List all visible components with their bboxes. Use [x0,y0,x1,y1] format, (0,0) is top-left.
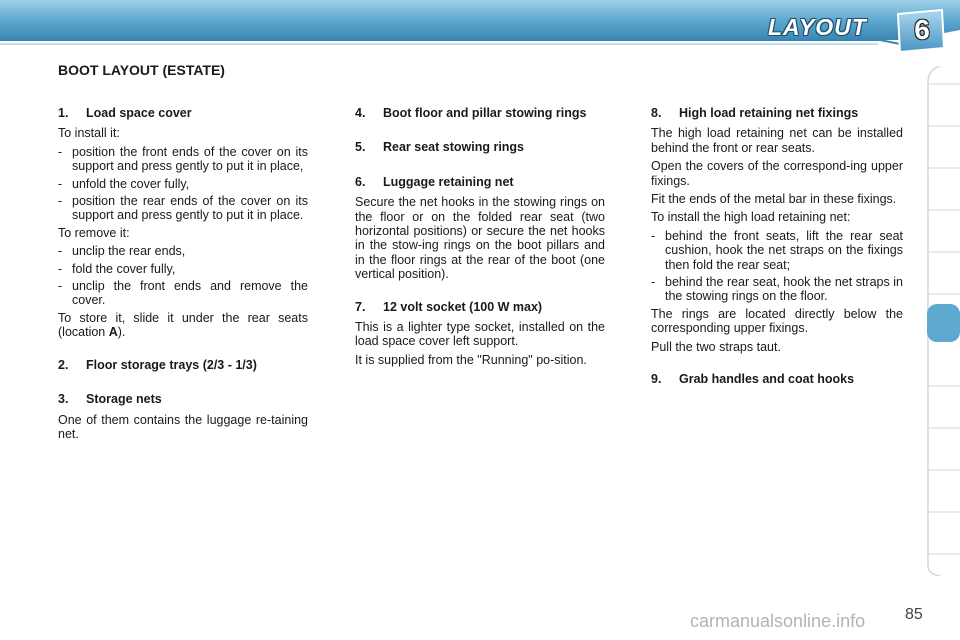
paragraph: Open the covers of the correspond-ing upper fixings. [651,159,903,188]
list-item: - position the rear ends of the cover on its support and press gently to put it in place. [58,194,308,223]
item-title: Storage nets [86,392,162,407]
item-number: 2. [58,357,69,372]
item-heading [355,175,605,189]
location-ref: A [108,325,118,340]
item-heading [355,300,605,314]
item-title: Load space cover [86,106,192,120]
list-item: - behind the front seats, lift the rear seat cushion, hook the net straps on the fixings then fold the rear seat; [651,229,903,272]
store-paragraph [58,311,308,340]
chapter-title: LAYOUT [768,14,867,40]
paragraph: The rings are located directly below the corresponding upper fixings. [651,306,903,336]
item-heading [355,140,605,154]
item-number: 6. [355,174,366,189]
item-number: 4. [355,106,366,120]
item3-text: One of them contains the luggage re-taining net. [58,412,308,441]
item-title: Floor storage trays (2/3 - 1/3) [86,357,257,372]
net-install-steps [651,229,903,304]
paragraph: The high load retaining net can be installed behind the front or rear seats. [651,126,903,155]
paragraph: Fit the ends of the metal bar in these fixings. [651,192,897,207]
item-number: 8. [651,106,662,120]
item7-text-1: This is a lighter type socket, installed on the load space cover left support. [355,320,605,349]
item-number: 7. [355,299,366,314]
watermark: carmanualsonline.info [690,611,866,631]
item-title: Grab handles and coat hooks [679,372,855,387]
item-number: 3. [58,392,69,407]
install-intro: To install it: [58,126,120,141]
remove-intro: To remove it: [58,225,130,240]
item-heading [58,358,308,372]
item-title: 12 volt socket (100 W max) [383,299,543,314]
column-2 [355,106,605,371]
item-heading [651,372,903,386]
item6-text: Secure the net hooks in the stowing rings on the floor or on the folded rear seat (two horizontal positions) or secure the net hooks in the stow-ing rings on the boot pillars and in the floor rings at the rear of the boot (one vertical position). [355,195,605,282]
store-end: ). [117,325,126,340]
header-band [0,0,960,52]
list-item: - unfold the cover fully, [58,177,308,191]
list-item: - unclip the rear ends, [58,244,308,258]
item-heading [58,392,308,406]
list-item: - unclip the front ends and remove the cover. [58,279,308,308]
chapter-number-badge: 6 [914,14,930,45]
item-title: Boot floor and pillar stowing rings [383,106,587,120]
list-item: - fold the cover fully, [58,262,308,276]
item-title: Luggage retaining net [383,174,514,189]
item-heading [58,106,308,120]
section-title: BOOT LAYOUT (ESTATE) [58,62,225,78]
item-number: 9. [651,372,662,387]
item-heading [355,106,605,120]
paragraph: To install the high load retaining net: [651,210,851,225]
column-1 [58,106,308,445]
active-chapter-tab[interactable] [927,304,960,342]
item-heading [651,106,903,120]
list-item: - position the front ends of the cover on its support and press gently to put it in place, [58,145,308,174]
column-3 [651,106,903,393]
remove-steps [58,244,308,308]
page-number: 85 [905,606,923,623]
item-number: 1. [58,106,69,120]
item-title: Rear seat stowing rings [383,140,525,155]
store-text: To store it, slide it under the rear seats (location [58,310,308,340]
item-title: High load retaining net fixings [679,106,859,120]
list-item: - behind the rear seat, hook the net straps in the stowing rings on the floor. [651,275,903,304]
item-number: 5. [355,140,366,155]
chapter-tabs [926,66,960,576]
item7-text-2: It is supplied from the "Running" po-sition. [355,352,587,367]
install-steps [58,145,308,223]
paragraph: Pull the two straps taut. [651,339,781,354]
